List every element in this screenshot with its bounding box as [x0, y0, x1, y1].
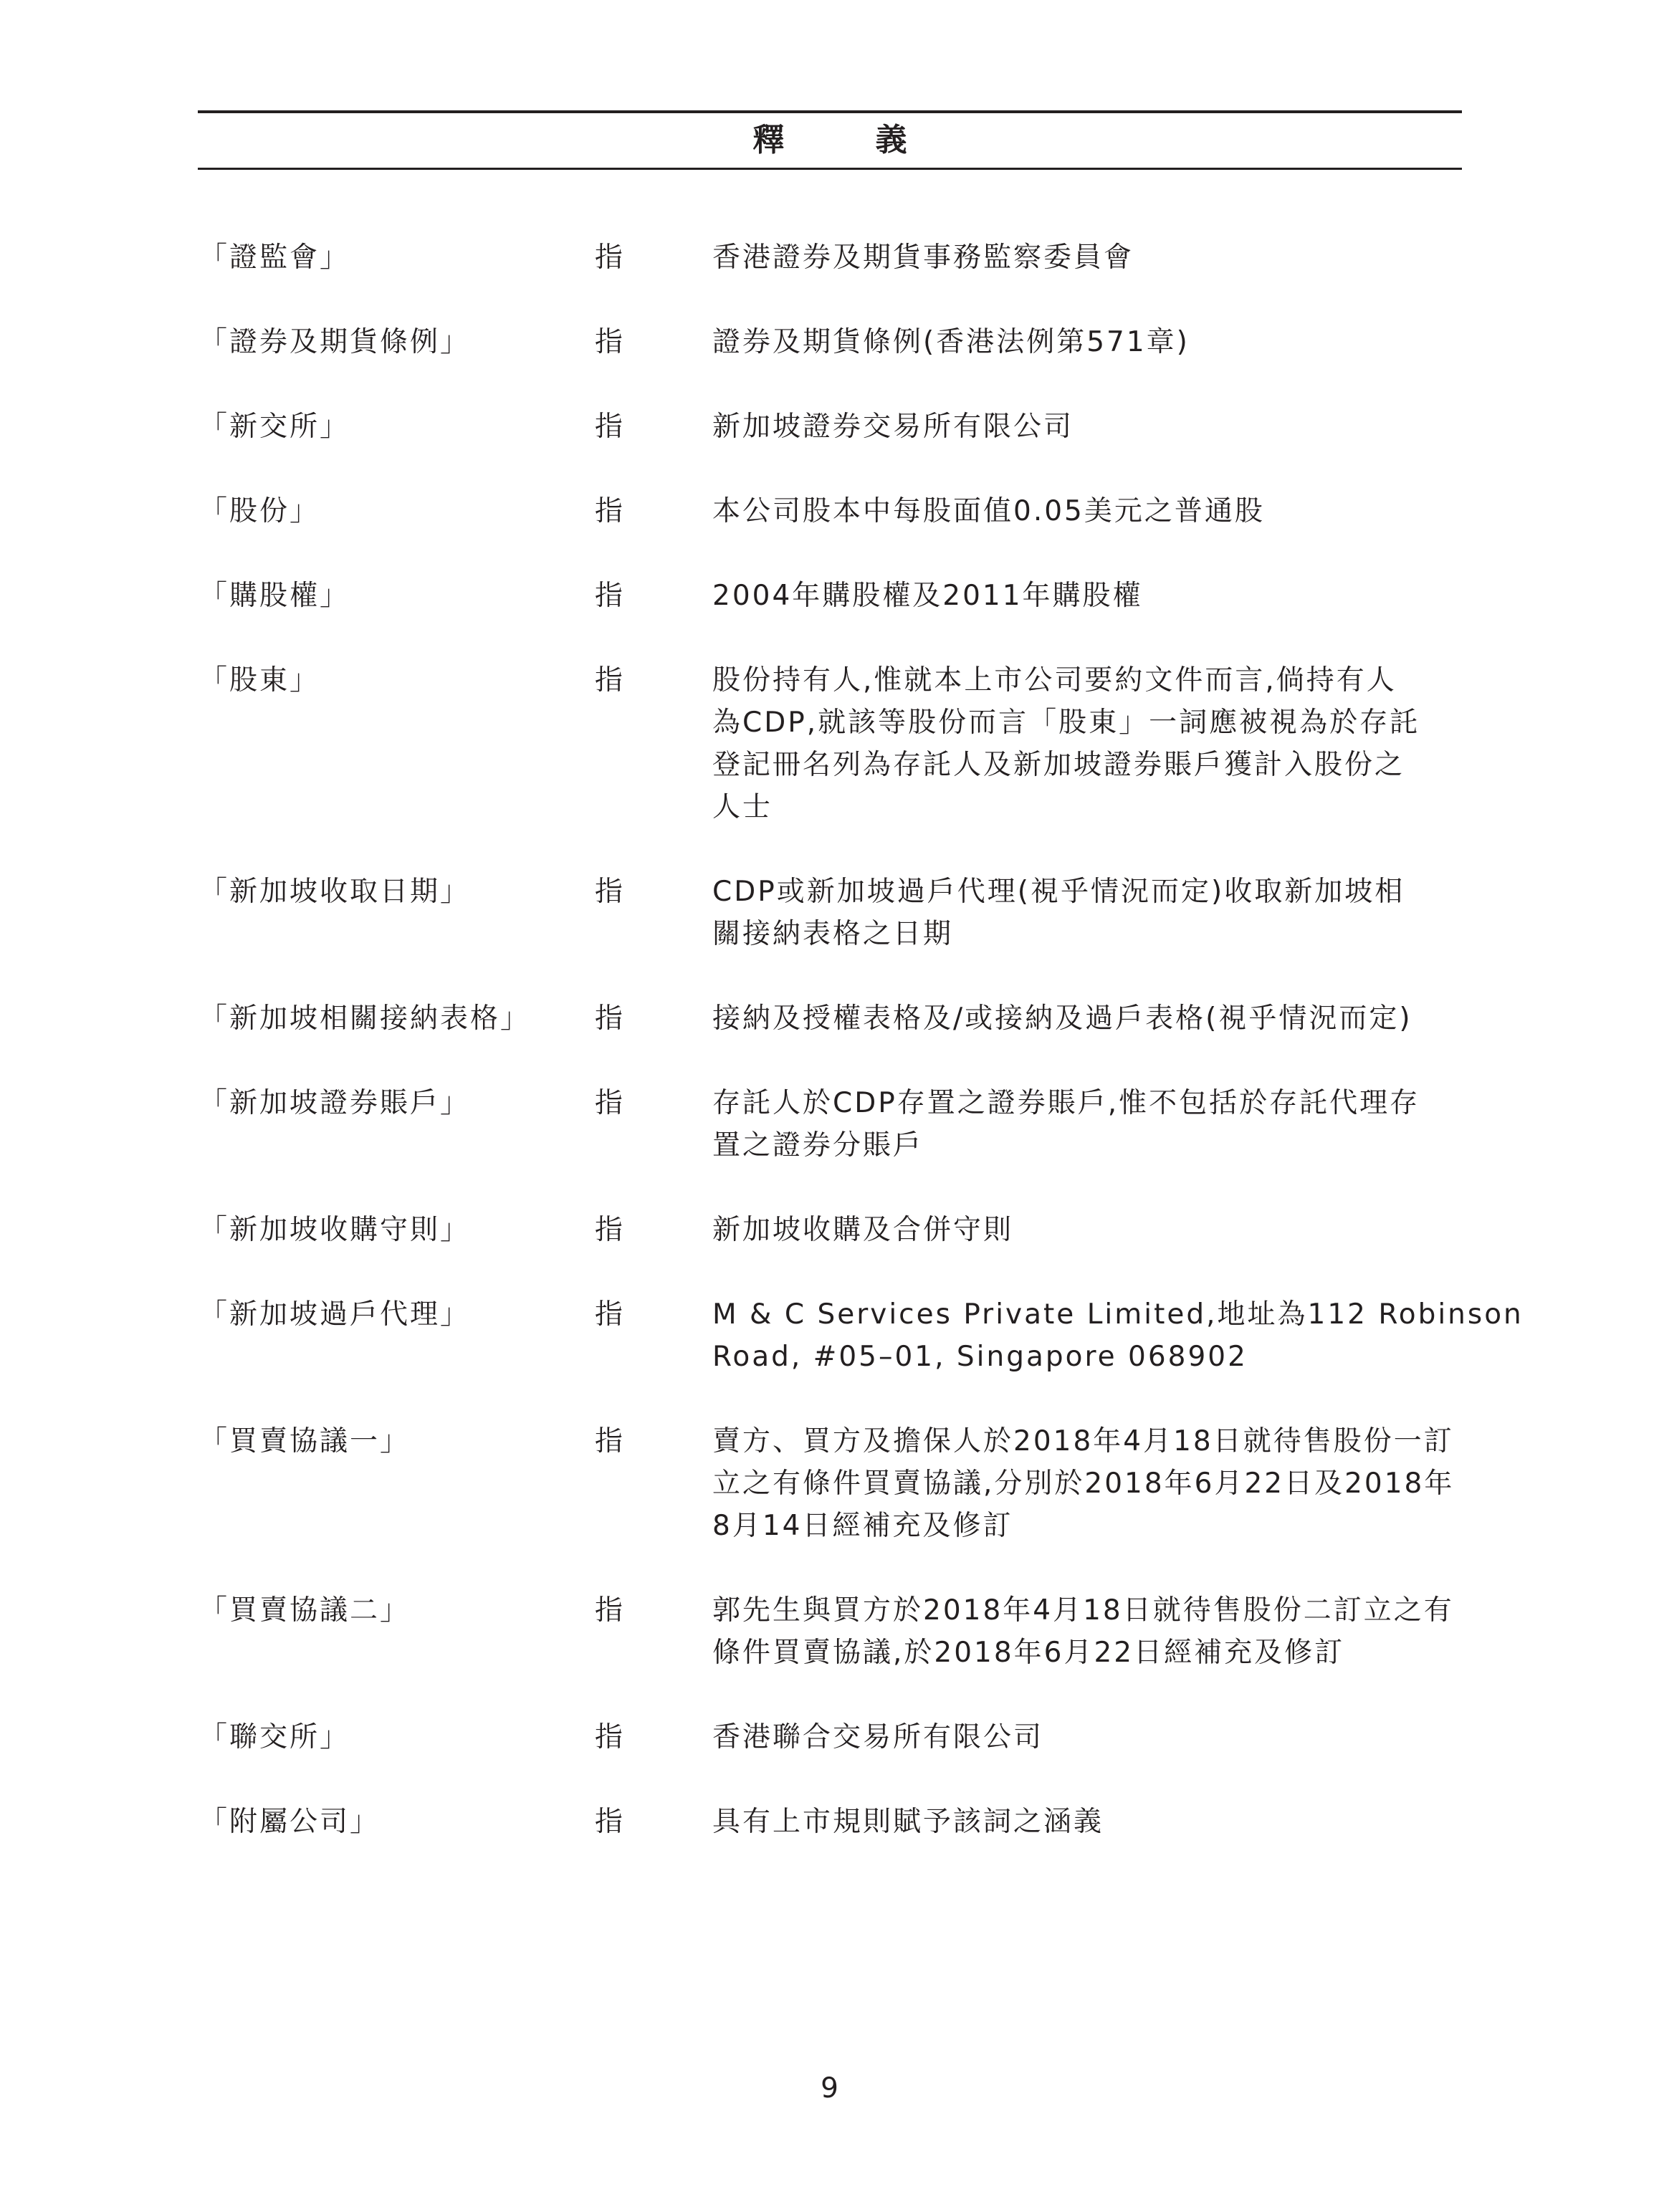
definition-text [712, 1589, 1463, 1674]
definition-row [199, 1716, 1468, 1758]
definition-row [199, 659, 1468, 828]
definition-text [712, 1082, 1463, 1167]
definition-line: 條件買賣協議,於2018年6月22日經補充及修訂 [712, 1637, 1345, 1669]
definition-row [199, 871, 1468, 955]
definition-means-marker: 指 [595, 1425, 623, 1457]
definition-means-marker: 指 [595, 876, 623, 908]
definition-line: 證券及期貨條例(香港法例第571章) [712, 326, 1190, 358]
definition-row [199, 1420, 1468, 1547]
definition-line: 新加坡證券交易所有限公司 [712, 411, 1074, 443]
definition-text [712, 490, 1463, 532]
definition-means-marker: 指 [595, 1806, 623, 1838]
definition-text [712, 1716, 1463, 1758]
definition-means-marker: 指 [595, 1721, 623, 1753]
definition-term: 「附屬公司」 [199, 1806, 381, 1838]
definition-line: 本公司股本中每股面值0.05美元之普通股 [712, 495, 1265, 527]
definition-line: CDP或新加坡過戶代理(視乎情況而定)收取新加坡相 [712, 876, 1405, 908]
definition-line: 存託人於CDP存置之證券賬戶,惟不包括於存託代理存 [712, 1087, 1420, 1119]
definition-means-marker: 指 [595, 326, 623, 358]
definition-means-marker: 指 [595, 1087, 623, 1119]
definition-text [712, 997, 1463, 1040]
page-title: 釋 義 [752, 122, 947, 158]
definition-line: 具有上市規則賦予該詞之涵義 [712, 1806, 1104, 1838]
definition-row [199, 1589, 1468, 1674]
definition-line: 香港證券及期貨事務監察委員會 [712, 241, 1134, 274]
definition-line: 賣方、買方及擔保人於2018年4月18日就待售股份一訂 [712, 1425, 1454, 1457]
definition-text [712, 1420, 1463, 1547]
definition-line: 股份持有人,惟就本上市公司要約文件而言,倘持有人 [712, 664, 1397, 696]
definition-row [199, 575, 1468, 617]
definition-means-marker: 指 [595, 1214, 623, 1246]
definition-line: 置之證券分賬戶 [712, 1129, 924, 1162]
definition-term: 「新加坡過戶代理」 [199, 1298, 471, 1331]
definition-text [712, 575, 1463, 617]
definition-row [199, 321, 1468, 363]
definition-term: 「股份」 [199, 495, 320, 527]
definition-term: 「股東」 [199, 664, 320, 696]
definition-row [199, 997, 1468, 1040]
definition-text [712, 1209, 1463, 1251]
header-top-rule [198, 110, 1462, 113]
definition-term: 「新加坡證券賬戶」 [199, 1087, 471, 1119]
definition-row [199, 406, 1468, 448]
definition-text [712, 321, 1463, 363]
definition-means-marker: 指 [595, 1002, 623, 1035]
definition-means-marker: 指 [595, 664, 623, 696]
definition-line: 香港聯合交易所有限公司 [712, 1721, 1044, 1753]
definition-line: 接納及授權表格及/或接納及過戶表格(視乎情況而定) [712, 1002, 1412, 1035]
definition-means-marker: 指 [595, 1298, 623, 1331]
definition-text [712, 1293, 1524, 1378]
definition-row [199, 1801, 1468, 1843]
definition-term: 「證監會」 [199, 241, 350, 274]
definition-term: 「證券及期貨條例」 [199, 326, 471, 358]
definition-row [199, 236, 1468, 279]
definition-term: 「新加坡收取日期」 [199, 876, 471, 908]
definition-means-marker: 指 [595, 580, 623, 612]
definitions-list [199, 236, 1524, 1885]
definition-line: 關接納表格之日期 [712, 918, 954, 950]
header-bottom-rule [198, 168, 1462, 170]
definition-line: 為CDP,就該等股份而言「股東」一詞應被視為於存託 [712, 707, 1420, 739]
definition-line: 新加坡收購及合併守則 [712, 1214, 1014, 1246]
definition-row [199, 490, 1468, 532]
definition-row [199, 1293, 1524, 1378]
page-number: 9 [821, 2072, 838, 2105]
definition-term: 「購股權」 [199, 580, 350, 612]
definition-line: 郭先生與買方於2018年4月18日就待售股份二訂立之有 [712, 1594, 1454, 1627]
definition-line: 2004年購股權及2011年購股權 [712, 580, 1143, 612]
definition-term: 「買賣協議一」 [199, 1425, 411, 1457]
definition-text [712, 406, 1463, 448]
definition-term: 「聯交所」 [199, 1721, 350, 1753]
definition-term: 「新加坡相關接納表格」 [199, 1002, 531, 1035]
definition-text [712, 659, 1463, 828]
definition-line: 8月14日經補充及修訂 [712, 1510, 1013, 1542]
definition-row [199, 1082, 1468, 1167]
definition-term: 「買賣協議二」 [199, 1594, 411, 1627]
definition-line: M & C Services Private Limited,地址為112 Robinson [712, 1298, 1524, 1331]
definition-term: 「新加坡收購守則」 [199, 1214, 471, 1246]
definition-line: 人士 [712, 791, 773, 823]
definition-row [199, 1209, 1468, 1251]
definition-line: 立之有條件買賣協議,分別於2018年6月22日及2018年 [712, 1468, 1455, 1500]
definition-means-marker: 指 [595, 241, 623, 274]
definition-means-marker: 指 [595, 495, 623, 527]
definition-text [712, 1801, 1463, 1843]
definition-text [712, 236, 1463, 279]
definition-term: 「新交所」 [199, 411, 350, 443]
definition-line: Road, #05–01, Singapore 068902 [712, 1341, 1248, 1373]
definition-means-marker: 指 [595, 411, 623, 443]
definition-means-marker: 指 [595, 1594, 623, 1627]
definition-line: 登記冊名列為存託人及新加坡證券賬戶獲計入股份之 [712, 749, 1405, 781]
definition-text [712, 871, 1463, 955]
